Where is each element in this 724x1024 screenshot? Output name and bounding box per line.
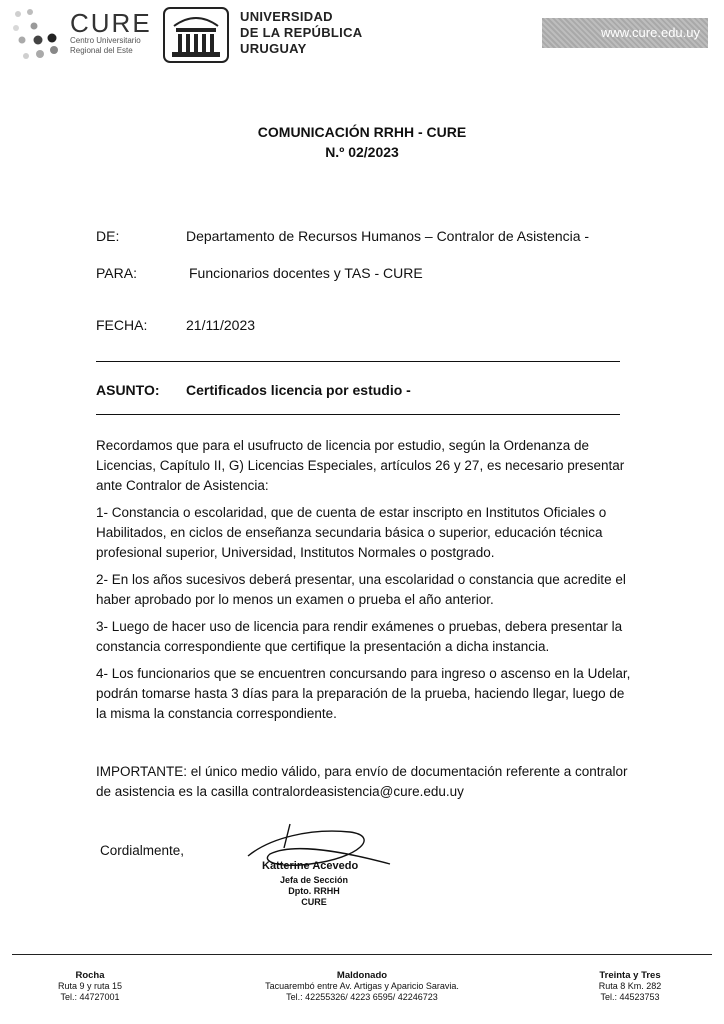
footer-maldonado-city: Maldonado [336,970,388,981]
footer-tyt-phone: Tel.: 44523753 [600,992,660,1002]
signer-role-line-3: CURE [301,897,327,907]
footer-tyt-address: Ruta 8 Km. 282 [598,981,662,991]
de-label: DE: [96,228,120,244]
udelar-line-3: URUGUAY [240,41,307,56]
document-title [0,122,724,162]
body-item-1: 1- Constancia o escolaridad, que de cuenta de estar inscripto en Institutos Oficiales o Habilitados, en ciclos de enseñanza secundaria básica o superior, educación técnica profesional superior, Universidad, Institutos Normales o postgrado. [96,505,607,560]
fecha-label: FECHA: [96,317,148,333]
footer-maldonado-address: Tacuarembó entre Av. Artigas y Aparicio Saravia. [265,981,459,991]
para-value: Funcionarios docentes y TAS - CURE [189,265,423,281]
footer-rocha-phone: Tel.: 44727001 [60,992,120,1002]
cure-logo-text: CURE [70,8,152,38]
divider-bottom [96,414,620,415]
asunto-label: ASUNTO: [96,382,160,398]
body-item-2: 2- En los años sucesivos deberá presentar, una escolaridad o constancia que acredite el haber aprobado por lo menos un examen o prueba el año anterior. [96,572,626,607]
signer-role [280,875,348,908]
de-value: Departamento de Recursos Humanos – Contralor de Asistencia - [186,228,590,244]
fecha-value: 21/11/2023 [186,317,256,333]
footer-rocha [40,970,140,1003]
footer-divider [12,954,712,955]
footer-maldonado-phone: Tel.: 42255326/ 4223 6595/ 42246723 [286,992,438,1002]
cure-subtitle-line-1: Centro Universitario [70,36,141,45]
signer-role-line-2: Dpto. RRHH [288,886,340,896]
asunto-value: Certificados licencia por estudio - [186,382,411,398]
title-line-1: COMUNICACIÓN RRHH - CURE [257,124,467,140]
footer-rocha-city: Rocha [75,970,105,981]
title-number: N.º 02/2023 [325,144,399,160]
body-item-4: 4- Los funcionarios que se encuentren concursando para ingreso o ascenso en la Udelar, podrán tomarse hasta 3 días para la preparación de la prueba, haciendo llegar, luego de la misma la constancia correspondiente. [96,666,631,721]
website-banner: www.cure.edu.uy [542,18,708,48]
cure-logo-subtitle [70,36,141,56]
signer-role-line-1: Jefa de Sección [280,875,349,885]
cure-logo-dots-icon [8,6,68,66]
salutation: Cordialmente, [100,843,185,858]
footer-treinta-y-tres [580,970,680,1003]
divider-top [96,361,620,362]
cure-subtitle-line-2: Regional del Este [70,46,133,55]
udelar-line-2: DE LA REPÚBLICA [240,25,363,40]
body-item-3: 3- Luego de hacer uso de licencia para rendir exámenes o pruebas, debera presentar la constancia correspondiente que certifique la presentación a dicha instancia. [96,619,623,654]
udelar-seal-icon [162,6,230,64]
para-label: PARA: [96,265,137,281]
footer-tyt-city: Treinta y Tres [599,970,661,981]
body-important: IMPORTANTE: el único medio válido, para envío de documentación referente a contralor de asistencia es la casilla contralordeasistencia@cure.edu.uy [96,764,628,799]
body-intro: Recordamos que para el usufructo de licencia por estudio, según la Ordenanza de Licencias, Capítulo II, G) Licencias Especiales, artículos 26 y 27, es necesario presentar ante Contralor de Asistencia: [96,438,625,493]
footer-maldonado [222,970,502,1003]
signer-name: Katterine Acevedo [262,860,359,872]
udelar-line-1: UNIVERSIDAD [240,9,333,24]
footer-rocha-address: Ruta 9 y ruta 15 [57,981,123,991]
udelar-name [240,9,362,57]
